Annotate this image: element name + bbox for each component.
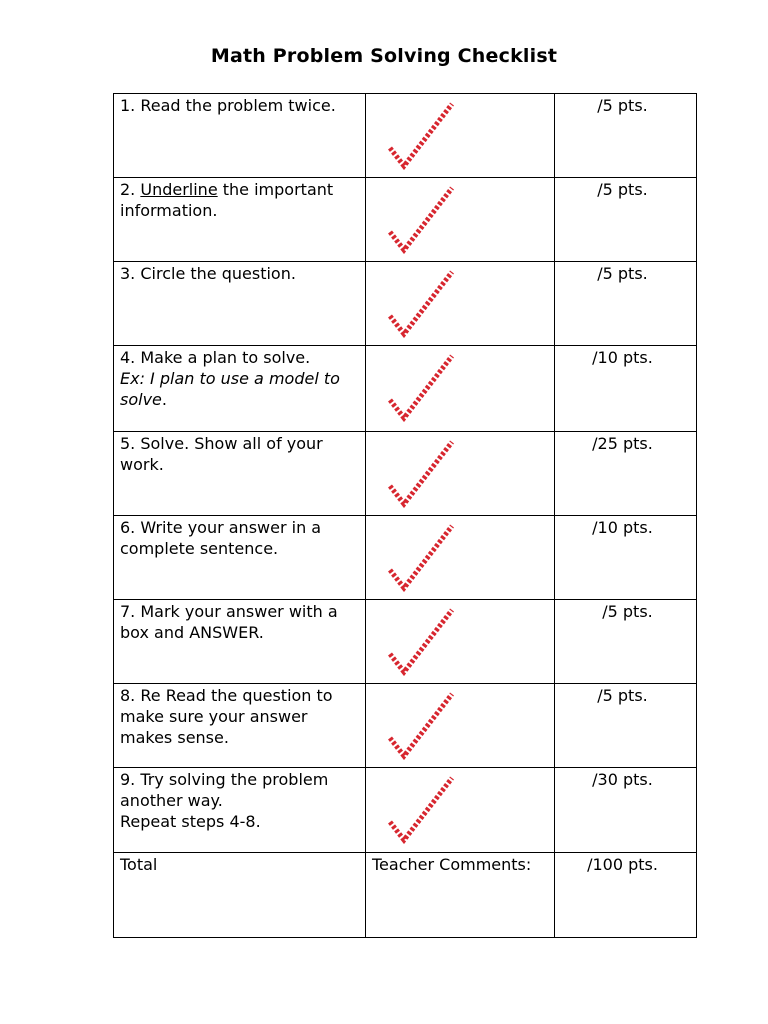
step-cell bbox=[114, 94, 366, 178]
check-area bbox=[366, 262, 554, 345]
check-cell[interactable] bbox=[366, 768, 555, 853]
points-cell bbox=[555, 600, 697, 684]
step-text bbox=[114, 600, 365, 643]
step-cell bbox=[114, 768, 366, 853]
step-number: 3. bbox=[120, 264, 136, 283]
step-cell bbox=[114, 262, 366, 346]
total-label: Total bbox=[120, 855, 158, 874]
points-cell bbox=[555, 262, 697, 346]
check-cell[interactable] bbox=[366, 346, 555, 432]
step-cell bbox=[114, 684, 366, 768]
step-points: /25 pts. bbox=[592, 434, 653, 453]
step-number: 4. bbox=[120, 348, 136, 367]
step-text bbox=[114, 768, 365, 832]
checklist-row bbox=[114, 600, 697, 684]
step-text bbox=[114, 432, 365, 475]
checklist-row bbox=[114, 768, 697, 853]
step-text bbox=[114, 684, 365, 748]
step-points: /5 pts. bbox=[597, 686, 648, 705]
step-number: 9. bbox=[120, 770, 136, 789]
checklist-row bbox=[114, 432, 697, 516]
step-text bbox=[114, 346, 365, 410]
step-number: 6. bbox=[120, 518, 136, 537]
total-row bbox=[114, 853, 697, 938]
check-area bbox=[366, 768, 554, 852]
checkmark-icon bbox=[386, 520, 456, 592]
checklist-row bbox=[114, 684, 697, 768]
total-points-cell bbox=[555, 853, 697, 938]
points-cell bbox=[555, 684, 697, 768]
step-text bbox=[114, 262, 365, 284]
check-area bbox=[366, 600, 554, 683]
step-example bbox=[120, 368, 361, 410]
step-number: 8. bbox=[120, 686, 136, 705]
step-instruction-extra: Repeat steps 4-8. bbox=[120, 812, 261, 831]
check-area bbox=[366, 684, 554, 767]
points-cell bbox=[555, 346, 697, 432]
check-area bbox=[366, 346, 554, 431]
step-points: /10 pts. bbox=[592, 518, 653, 537]
points-cell bbox=[555, 94, 697, 178]
step-instruction: Read the problem twice. bbox=[140, 96, 336, 115]
checklist-rows bbox=[114, 94, 697, 938]
checklist-row bbox=[114, 516, 697, 600]
page-title: Math Problem Solving Checklist bbox=[210, 45, 558, 67]
check-area bbox=[366, 432, 554, 515]
checkmark-icon bbox=[386, 182, 456, 254]
step-cell bbox=[114, 346, 366, 432]
checklist-table bbox=[113, 93, 697, 938]
step-instruction: Solve. Show all of your work. bbox=[120, 434, 323, 474]
total-points: /100 pts. bbox=[587, 855, 658, 874]
step-cell bbox=[114, 432, 366, 516]
step-text bbox=[114, 516, 365, 559]
check-cell[interactable] bbox=[366, 94, 555, 178]
step-points: /5 pts. bbox=[602, 602, 653, 621]
teacher-comments-cell[interactable] bbox=[366, 853, 555, 938]
teacher-comments-label: Teacher Comments: bbox=[372, 855, 532, 874]
step-example-text: Ex: I plan to use a model to solve bbox=[120, 369, 340, 409]
step-instruction: Mark your answer with a box and ANSWER. bbox=[120, 602, 338, 642]
step-cell bbox=[114, 600, 366, 684]
checklist-row bbox=[114, 94, 697, 178]
step-cell bbox=[114, 516, 366, 600]
step-instruction: Try solving the problem another way. bbox=[120, 770, 329, 810]
checkmark-icon bbox=[386, 350, 456, 422]
checkmark-icon bbox=[386, 688, 456, 760]
check-cell[interactable] bbox=[366, 432, 555, 516]
checkmark-icon bbox=[386, 266, 456, 338]
checkmark-icon bbox=[386, 436, 456, 508]
step-underlined-word: Underline bbox=[140, 180, 218, 199]
step-instruction: Re Read the question to make sure your answer makes sense. bbox=[120, 686, 333, 747]
step-number: 2. bbox=[120, 180, 136, 199]
checklist-row bbox=[114, 178, 697, 262]
step-points: /5 pts. bbox=[597, 180, 648, 199]
checkmark-icon bbox=[386, 98, 456, 170]
check-area bbox=[366, 94, 554, 177]
check-cell[interactable] bbox=[366, 684, 555, 768]
step-text bbox=[114, 94, 365, 116]
points-cell bbox=[555, 432, 697, 516]
points-cell bbox=[555, 178, 697, 262]
check-area bbox=[366, 178, 554, 261]
check-cell[interactable] bbox=[366, 178, 555, 262]
check-cell[interactable] bbox=[366, 600, 555, 684]
step-number: 7. bbox=[120, 602, 136, 621]
checkmark-icon bbox=[386, 604, 456, 676]
step-instruction: Circle the question. bbox=[140, 264, 296, 283]
step-instruction: Make a plan to solve. bbox=[140, 348, 311, 367]
points-cell bbox=[555, 516, 697, 600]
total-cell bbox=[114, 853, 366, 938]
step-instruction: the important information. bbox=[120, 180, 334, 220]
checklist-row bbox=[114, 346, 697, 432]
step-cell bbox=[114, 178, 366, 262]
check-area bbox=[366, 516, 554, 599]
checkmark-icon bbox=[386, 772, 456, 844]
step-text bbox=[114, 178, 365, 221]
step-points: /5 pts. bbox=[597, 264, 648, 283]
step-instruction: Write your answer in a complete sentence. bbox=[120, 518, 322, 558]
step-points: /5 pts. bbox=[597, 96, 648, 115]
step-points: /30 pts. bbox=[592, 770, 653, 789]
step-points: /10 pts. bbox=[592, 348, 653, 367]
points-cell bbox=[555, 768, 697, 853]
check-cell[interactable] bbox=[366, 516, 555, 600]
step-example-period: . bbox=[161, 390, 167, 409]
step-number: 1. bbox=[120, 96, 136, 115]
check-cell[interactable] bbox=[366, 262, 555, 346]
step-number: 5. bbox=[120, 434, 136, 453]
checklist-row bbox=[114, 262, 697, 346]
